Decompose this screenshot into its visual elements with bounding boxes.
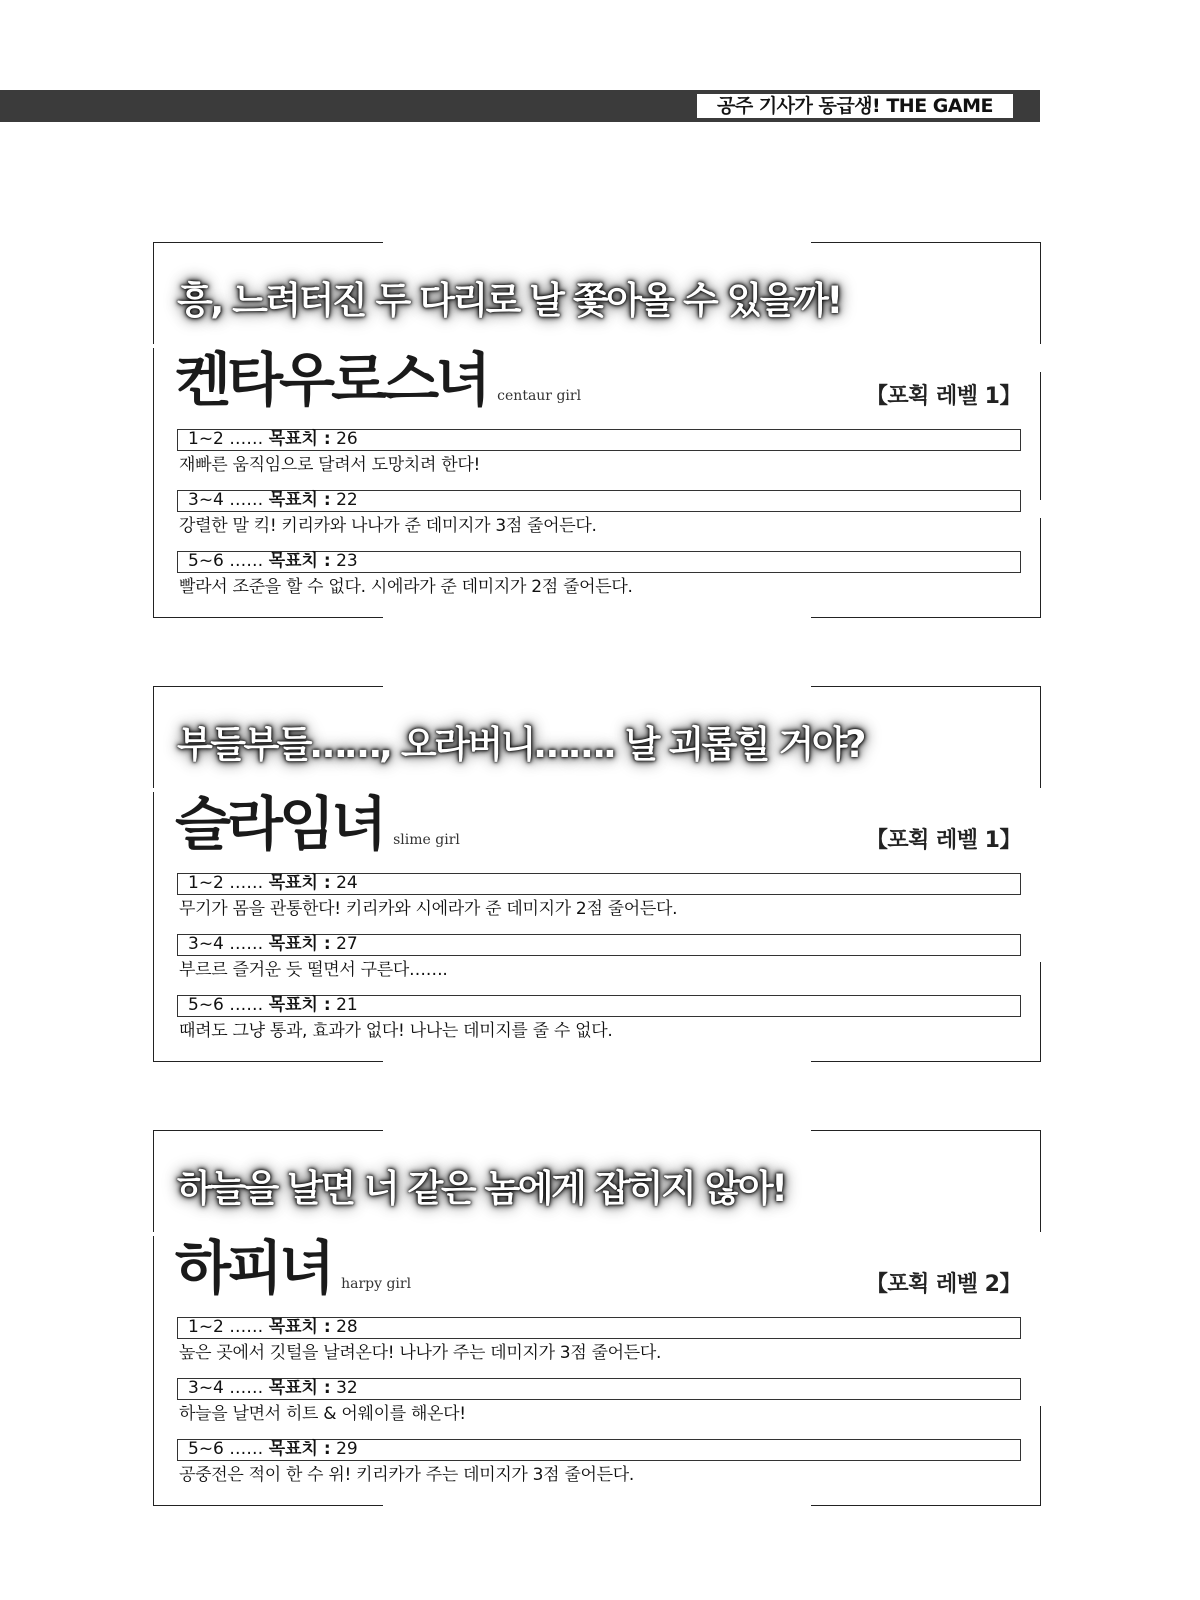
roll-range: 3~4 <box>188 490 224 510</box>
target-value: 22 <box>336 490 358 510</box>
roll-row-description: 때려도 그냥 통과, 효과가 없다! 나나는 데미지를 줄 수 없다. <box>179 1021 613 1041</box>
frame-line <box>153 686 154 788</box>
roll-row-description: 공중전은 적이 한 수 위! 키리카가 주는 데미지가 3점 줄어든다. <box>179 1465 634 1485</box>
roll-range: 1~2 <box>188 429 224 449</box>
frame-line <box>153 792 154 1062</box>
capture-level: 【포획 레벨 1】 <box>865 384 1021 409</box>
monster-name-ko: 슬라임녀 <box>175 790 384 858</box>
monster-name-en: harpy girl <box>341 1276 412 1292</box>
target-label: 목표치 : <box>268 1439 331 1459</box>
monster-quote: 부들부들……, 오라버니……. 날 괴롭힐 거야? <box>177 723 864 766</box>
target-label: 목표치 : <box>268 429 331 449</box>
roll-dots: …… <box>229 429 264 449</box>
page-header-title: 공주 기사가 동급생! THE GAME <box>697 94 1013 118</box>
roll-row-header <box>177 934 1021 956</box>
roll-range: 5~6 <box>188 1439 224 1459</box>
frame-line <box>153 348 154 618</box>
roll-row-header <box>177 995 1021 1017</box>
frame-line <box>153 617 383 618</box>
target-value: 32 <box>336 1378 358 1398</box>
frame-line <box>811 1505 1041 1506</box>
frame-line <box>153 1130 383 1131</box>
monster-card-slime <box>153 686 1041 1062</box>
monster-name <box>175 1234 411 1318</box>
frame-line <box>1040 518 1041 618</box>
frame-line <box>153 686 383 687</box>
monster-name <box>175 346 581 430</box>
roll-dots: …… <box>229 1378 264 1398</box>
target-label: 목표치 : <box>268 995 331 1015</box>
roll-row-description: 강렬한 말 킥! 키리카와 나나가 준 데미지가 3점 줄어든다. <box>179 516 597 536</box>
target-label: 목표치 : <box>268 551 331 571</box>
frame-line <box>811 1130 1041 1131</box>
monster-card-harpy <box>153 1130 1041 1506</box>
frame-line <box>1040 1130 1041 1232</box>
roll-dots: …… <box>229 995 264 1015</box>
roll-row-header <box>177 1439 1021 1461</box>
frame-line <box>1040 1406 1041 1506</box>
target-value: 28 <box>336 1317 358 1337</box>
frame-line <box>811 242 1041 243</box>
roll-dots: …… <box>229 934 264 954</box>
monster-name-en: slime girl <box>393 832 460 848</box>
frame-line <box>153 242 154 344</box>
roll-row-description: 높은 곳에서 깃털을 날려온다! 나나가 주는 데미지가 3점 줄어든다. <box>179 1343 662 1363</box>
monster-name <box>175 790 460 874</box>
target-value: 21 <box>336 995 358 1015</box>
roll-row-description: 빨라서 조준을 할 수 없다. 시에라가 준 데미지가 2점 줄어든다. <box>179 577 633 597</box>
roll-row-header <box>177 551 1021 573</box>
frame-line <box>811 686 1041 687</box>
capture-level: 【포획 레벨 2】 <box>865 1272 1021 1297</box>
roll-row-header <box>177 1378 1021 1400</box>
monster-name-ko: 켄타우로스녀 <box>175 346 488 414</box>
target-label: 목표치 : <box>268 490 331 510</box>
roll-dots: …… <box>229 551 264 571</box>
frame-line <box>1040 962 1041 1062</box>
target-value: 24 <box>336 873 358 893</box>
roll-row-header <box>177 429 1021 451</box>
roll-dots: …… <box>229 490 264 510</box>
monster-name-ko: 하피녀 <box>175 1234 332 1302</box>
roll-range: 1~2 <box>188 1317 224 1337</box>
monster-quote: 하늘을 날면 너 같은 놈에게 잡히지 않아! <box>177 1167 786 1210</box>
roll-dots: …… <box>229 1317 264 1337</box>
frame-line <box>811 1061 1041 1062</box>
roll-range: 3~4 <box>188 934 224 954</box>
target-value: 29 <box>336 1439 358 1459</box>
target-value: 23 <box>336 551 358 571</box>
target-label: 목표치 : <box>268 873 331 893</box>
frame-line <box>153 1236 154 1506</box>
roll-row-description: 무기가 몸을 관통한다! 키리카와 시에라가 준 데미지가 2점 줄어든다. <box>179 899 678 919</box>
frame-line <box>1040 372 1041 500</box>
frame-line <box>153 1130 154 1232</box>
frame-line <box>153 1061 383 1062</box>
frame-line <box>1040 686 1041 788</box>
frame-line <box>811 617 1041 618</box>
roll-row-description: 재빠른 움직임으로 달려서 도망치려 한다! <box>179 455 481 475</box>
target-label: 목표치 : <box>268 1317 331 1337</box>
frame-line <box>1040 242 1041 344</box>
frame-line <box>153 1505 383 1506</box>
roll-range: 5~6 <box>188 995 224 1015</box>
roll-row-description: 하늘을 날면서 히트 & 어웨이를 해온다! <box>179 1404 466 1424</box>
roll-row-header <box>177 490 1021 512</box>
roll-row-header <box>177 1317 1021 1339</box>
frame-line <box>153 242 383 243</box>
monster-quote: 흥, 느려터진 두 다리로 날 쫓아올 수 있을까! <box>177 279 841 322</box>
roll-row-description: 부르르 즐거운 듯 떨면서 구른다……. <box>179 960 448 980</box>
roll-dots: …… <box>229 1439 264 1459</box>
target-label: 목표치 : <box>268 934 331 954</box>
monster-card-centaur <box>153 242 1041 618</box>
roll-dots: …… <box>229 873 264 893</box>
target-value: 26 <box>336 429 358 449</box>
monster-name-en: centaur girl <box>497 388 582 404</box>
roll-row-header <box>177 873 1021 895</box>
roll-range: 1~2 <box>188 873 224 893</box>
capture-level: 【포획 레벨 1】 <box>865 828 1021 853</box>
roll-range: 3~4 <box>188 1378 224 1398</box>
roll-range: 5~6 <box>188 551 224 571</box>
target-value: 27 <box>336 934 358 954</box>
target-label: 목표치 : <box>268 1378 331 1398</box>
